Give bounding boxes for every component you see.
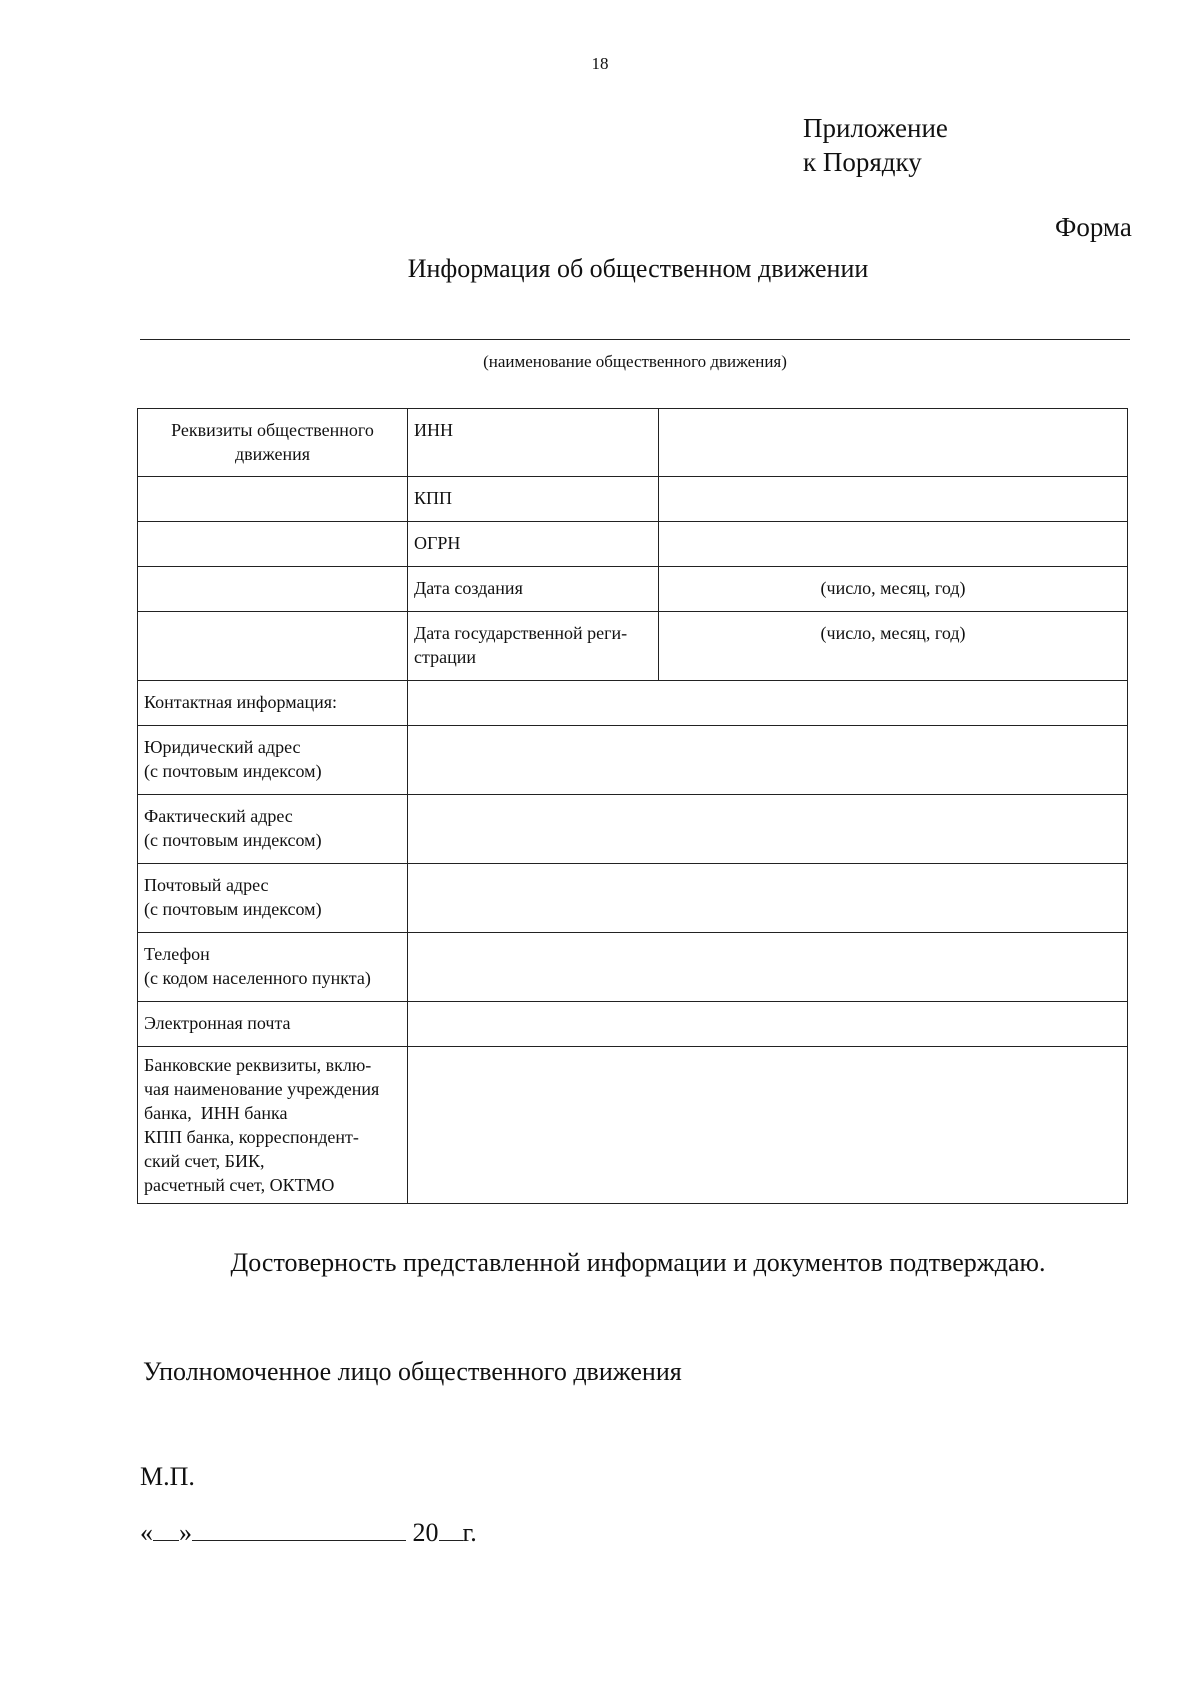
empty-cell	[138, 567, 408, 612]
page-number: 18	[591, 54, 609, 73]
stamp-placeholder: М.П.	[140, 1462, 195, 1491]
contact-info-label: Контактная информация:	[138, 681, 408, 726]
legal-address-value-cell	[408, 726, 1128, 795]
appendix-heading	[803, 111, 948, 179]
postal-address-value-cell	[408, 864, 1128, 933]
table-row	[138, 612, 1128, 681]
signature-date-line	[140, 1518, 477, 1548]
actual-address-line-2: (с почтовым индексом)	[144, 830, 322, 850]
table-row	[138, 409, 1128, 477]
table-row	[138, 567, 1128, 612]
postal-address-label	[138, 864, 408, 933]
actual-address-label	[138, 795, 408, 864]
creation-date-hint: (число, месяц, год)	[659, 567, 1128, 612]
actual-address-value-cell	[408, 795, 1128, 864]
table-row	[138, 522, 1128, 567]
close-quote: »	[179, 1518, 192, 1547]
year-blank	[439, 1518, 463, 1541]
ogrn-value-cell	[659, 522, 1128, 567]
table-row	[138, 864, 1128, 933]
phone-value-cell	[408, 933, 1128, 1002]
kpp-value-cell	[659, 477, 1128, 522]
bank-details-line: чая наименование учреждения	[144, 1079, 380, 1099]
phone-line-2: (с кодом населенного пункта)	[144, 968, 371, 988]
empty-cell	[138, 477, 408, 522]
registration-date-hint: (число, месяц, год)	[659, 612, 1128, 681]
inn-label: ИНН	[408, 409, 659, 477]
year-prefix: 20	[412, 1518, 439, 1547]
table-row	[138, 681, 1128, 726]
bank-details-line: КПП банка, корреспондент-	[144, 1127, 359, 1147]
legal-address-line-2: (с почтовым индексом)	[144, 761, 322, 781]
month-blank	[192, 1518, 406, 1541]
inn-value-cell	[659, 409, 1128, 477]
day-blank	[153, 1518, 179, 1541]
table-row	[138, 477, 1128, 522]
postal-address-line-1: Почтовый адрес	[144, 875, 269, 895]
phone-label	[138, 933, 408, 1002]
table-row	[138, 726, 1128, 795]
ogrn-label: ОГРН	[408, 522, 659, 567]
phone-line-1: Телефон	[144, 944, 210, 964]
table-row	[138, 933, 1128, 1002]
table-row	[138, 795, 1128, 864]
confirmation-statement: Достоверность представленной информации и документов подтверждаю.	[230, 1248, 1046, 1277]
bank-details-line: расчетный счет, ОКТМО	[144, 1175, 335, 1195]
open-quote: «	[140, 1518, 153, 1547]
email-label: Электронная почта	[138, 1002, 408, 1047]
table-row	[138, 1047, 1128, 1204]
bank-details-line: банка, ИНН банка	[144, 1103, 288, 1123]
requisites-label-cell: Реквизиты общественного движения	[138, 409, 408, 477]
kpp-label: КПП	[408, 477, 659, 522]
appendix-line-2: к Порядку	[803, 147, 922, 177]
legal-address-label	[138, 726, 408, 795]
postal-address-line-2: (с почтовым индексом)	[144, 899, 322, 919]
actual-address-line-1: Фактический адрес	[144, 806, 293, 826]
empty-cell	[138, 612, 408, 681]
document-title: Информация об общественном движении	[407, 254, 869, 283]
legal-address-line-1: Юридический адрес	[144, 737, 301, 757]
creation-date-label: Дата создания	[408, 567, 659, 612]
bank-details-line: Банковские реквизиты, вклю-	[144, 1055, 372, 1075]
movement-name-line	[140, 339, 1130, 340]
authorized-person-label: Уполномоченное лицо общественного движения	[143, 1357, 682, 1386]
empty-cell	[138, 522, 408, 567]
registration-date-label: Дата государственной реги-страции	[408, 612, 659, 681]
movement-name-caption: (наименование общественного движения)	[483, 352, 787, 371]
bank-details-line: ский счет, БИК,	[144, 1151, 265, 1171]
requisites-table	[137, 408, 1128, 1204]
appendix-line-1: Приложение	[803, 113, 948, 143]
form-label: Форма	[1055, 212, 1132, 242]
table-row	[138, 1002, 1128, 1047]
contact-info-value-cell	[408, 681, 1128, 726]
bank-details-value-cell	[408, 1047, 1128, 1204]
bank-details-label	[138, 1047, 408, 1204]
email-value-cell	[408, 1002, 1128, 1047]
year-suffix: г.	[462, 1518, 477, 1547]
